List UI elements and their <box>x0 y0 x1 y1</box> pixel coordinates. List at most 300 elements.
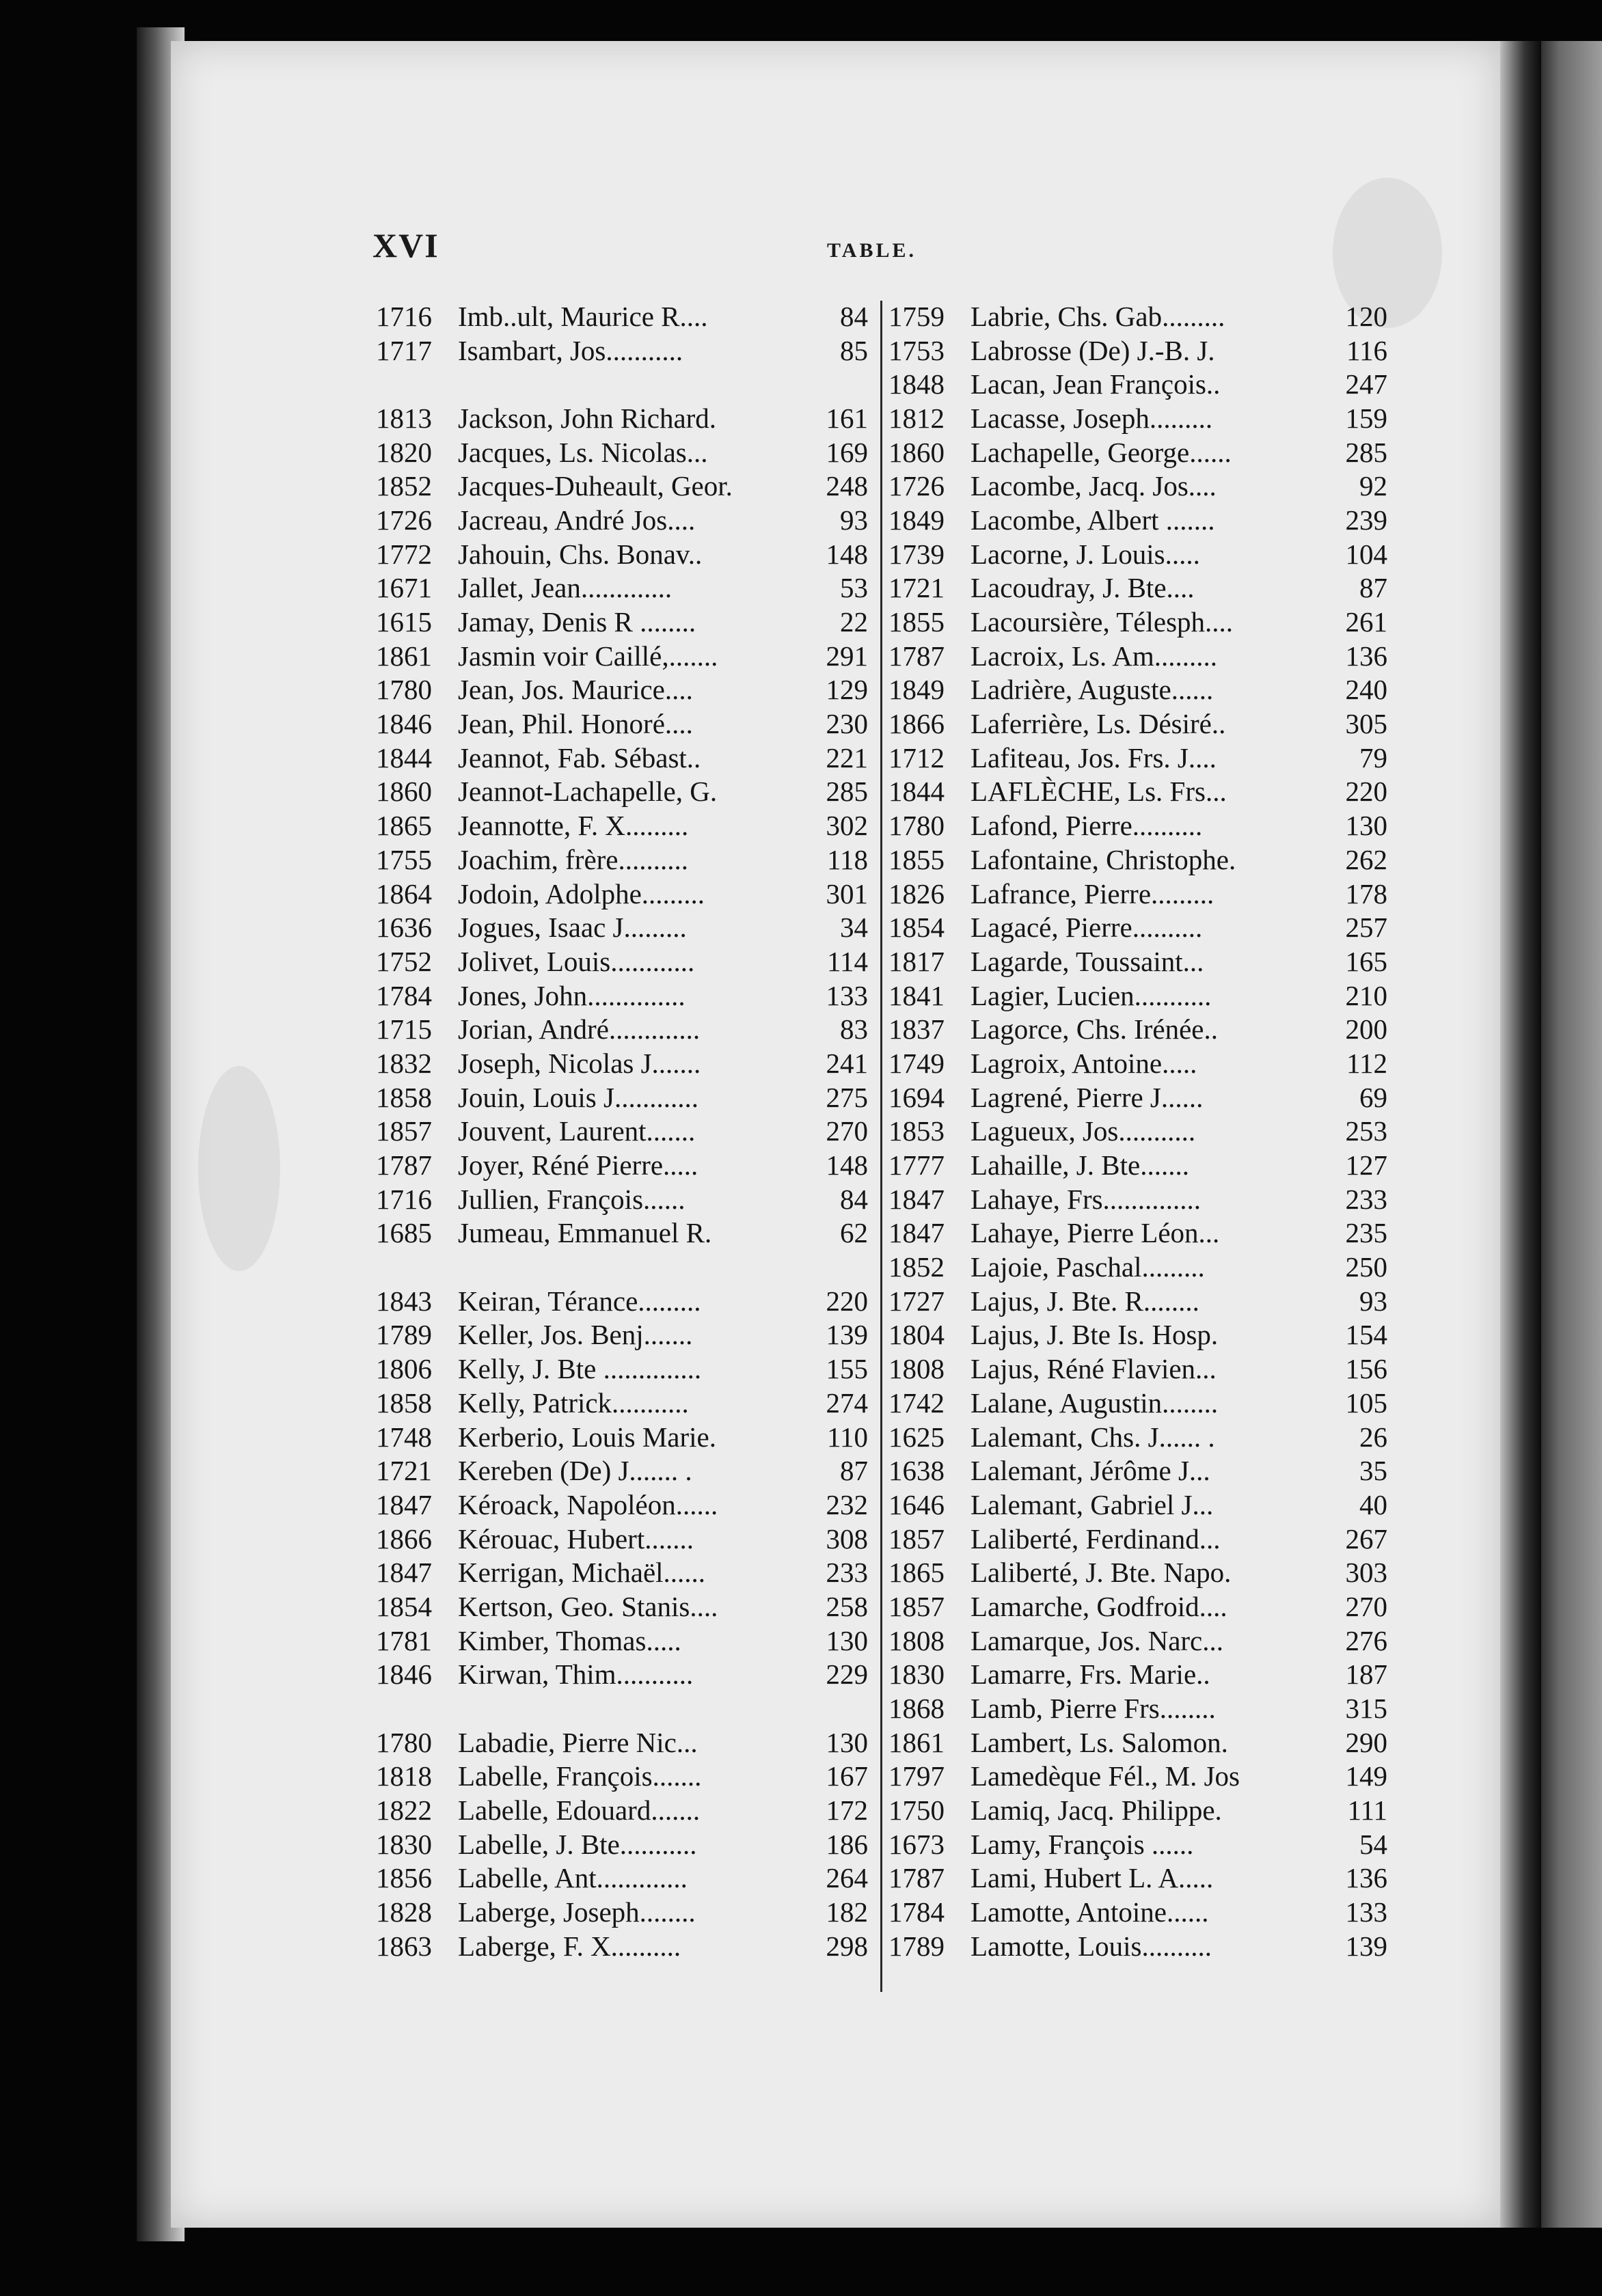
index-entry <box>376 299 868 333</box>
page-folio: XVI <box>372 226 439 264</box>
entry-page-number: 54 <box>1359 1828 1387 1860</box>
entry-page-number: 62 <box>840 1217 868 1249</box>
entry-name: Imb..ult, Maurice R.... <box>458 300 708 332</box>
entry-page-number: 139 <box>826 1319 868 1351</box>
entry-year: 1857 <box>888 1522 945 1555</box>
entry-year: 1832 <box>376 1047 432 1079</box>
index-entry <box>376 944 868 979</box>
entry-year: 1787 <box>888 1862 945 1894</box>
index-entry <box>376 1012 868 1046</box>
index-entry <box>376 1318 868 1352</box>
index-entry <box>376 1895 868 1929</box>
entry-name: Jorian, André............. <box>458 1013 701 1046</box>
entry-year: 1837 <box>888 1013 945 1046</box>
entry-name: Lambert, Ls. Salomon. <box>970 1726 1228 1758</box>
entry-year: 1852 <box>376 470 432 502</box>
entry-name: Kirwan, Thim........... <box>458 1658 694 1691</box>
entry-name: Joseph, Nicolas J....... <box>458 1047 701 1079</box>
entry-page-number: 79 <box>1359 741 1387 774</box>
entry-name: Lafond, Pierre.......... <box>970 810 1203 842</box>
entry-year: 1685 <box>376 1217 432 1249</box>
index-entry <box>888 1250 1387 1284</box>
entry-year: 1858 <box>376 1081 432 1113</box>
index-entry <box>888 1929 1387 1963</box>
entry-year: 1753 <box>888 334 945 366</box>
entry-name: LAFLÈCHE, Ls. Frs... <box>970 776 1227 808</box>
entry-page-number: 92 <box>1359 470 1387 502</box>
entry-year: 1748 <box>376 1421 432 1453</box>
entry-year: 1806 <box>376 1353 432 1385</box>
entry-page-number: 83 <box>840 1013 868 1046</box>
entry-year: 1828 <box>376 1896 432 1928</box>
entry-name: Ladrière, Auguste...... <box>970 674 1214 706</box>
entry-name: Jasmin voir Caillé,....... <box>458 640 718 672</box>
entry-name: Kelly, J. Bte .............. <box>458 1353 702 1385</box>
entry-page-number: 172 <box>826 1794 868 1827</box>
entry-year: 1789 <box>376 1319 432 1351</box>
entry-page-number: 261 <box>1345 606 1387 638</box>
entry-year: 1853 <box>888 1115 945 1147</box>
index-entry <box>888 1589 1387 1624</box>
entry-page-number: 308 <box>826 1522 868 1555</box>
entry-name: Lajoie, Paschal......... <box>970 1251 1205 1283</box>
entry-name: Laberge, F. X.......... <box>458 1930 681 1962</box>
entry-name: Jackson, John Richard. <box>458 402 717 434</box>
entry-year: 1830 <box>376 1828 432 1860</box>
index-entry <box>888 910 1387 944</box>
entry-name: Joachim, frère.......... <box>458 843 688 875</box>
index-entry <box>376 1725 868 1760</box>
entry-page-number: 136 <box>1345 1862 1387 1894</box>
index-entry <box>376 401 868 435</box>
entry-name: Lamotte, Louis.......... <box>970 1930 1212 1962</box>
entry-year: 1854 <box>888 912 945 944</box>
index-entry <box>376 707 868 741</box>
entry-page-number: 229 <box>826 1658 868 1691</box>
entry-year: 1863 <box>376 1930 432 1962</box>
entry-year: 1857 <box>888 1590 945 1622</box>
entry-name: Lamy, François ...... <box>970 1828 1194 1860</box>
entry-year: 1847 <box>888 1217 945 1249</box>
entry-page-number: 169 <box>826 436 868 468</box>
entry-name: Lacan, Jean François.. <box>970 368 1221 400</box>
index-entry <box>888 1895 1387 1929</box>
entry-name: Lafiteau, Jos. Frs. J.... <box>970 741 1217 774</box>
entry-name: Labelle, Ant............. <box>458 1862 688 1894</box>
entry-year: 1694 <box>888 1081 945 1113</box>
entry-name: Jogues, Isaac J......... <box>458 912 687 944</box>
entry-year: 1780 <box>376 1726 432 1758</box>
entry-year: 1847 <box>376 1488 432 1520</box>
entry-page-number: 232 <box>826 1488 868 1520</box>
entry-page-number: 247 <box>1345 368 1387 400</box>
entry-name: Lagarde, Toussaint... <box>970 945 1204 977</box>
index-entry <box>376 775 868 809</box>
entry-page-number: 267 <box>1345 1522 1387 1555</box>
index-entry <box>888 741 1387 775</box>
entry-page-number: 270 <box>826 1115 868 1147</box>
entry-year: 1808 <box>888 1353 945 1385</box>
index-entry <box>888 639 1387 673</box>
index-entry <box>888 401 1387 435</box>
entry-page-number: 178 <box>1345 877 1387 910</box>
entry-name: Lalemant, Jérôme J... <box>970 1455 1210 1487</box>
index-entry <box>376 1216 868 1250</box>
index-entry <box>888 707 1387 741</box>
entry-year: 1715 <box>376 1013 432 1046</box>
entry-page-number: 302 <box>826 810 868 842</box>
entry-name: Jacques, Ls. Nicolas... <box>458 436 708 468</box>
entry-name: Jacreau, André Jos.... <box>458 504 696 536</box>
index-entry <box>376 1827 868 1861</box>
index-entry <box>376 1148 868 1182</box>
entry-year: 1846 <box>376 708 432 740</box>
entry-name: Lachapelle, George...... <box>970 436 1232 468</box>
entry-page-number: 240 <box>1345 674 1387 706</box>
index-entry <box>888 503 1387 537</box>
entry-name: Lajus, Réné Flavien... <box>970 1353 1217 1385</box>
entry-year: 1727 <box>888 1285 945 1317</box>
entry-page-number: 130 <box>1345 810 1387 842</box>
entry-year: 1854 <box>376 1590 432 1622</box>
entry-name: Lamiq, Jacq. Philippe. <box>970 1794 1222 1827</box>
entry-year: 1784 <box>376 979 432 1011</box>
facing-page-edge <box>1531 41 1602 2228</box>
entry-year: 1864 <box>376 877 432 910</box>
index-entry <box>376 1624 868 1658</box>
index-entry <box>888 1420 1387 1454</box>
index-entry <box>888 1284 1387 1318</box>
entry-page-number: 104 <box>1345 538 1387 570</box>
index-entry <box>376 469 868 503</box>
entry-year: 1849 <box>888 674 945 706</box>
entry-name: Lacorne, J. Louis..... <box>970 538 1200 570</box>
index-entry <box>888 1352 1387 1386</box>
entry-page-number: 291 <box>826 640 868 672</box>
entry-page-number: 253 <box>1345 1115 1387 1147</box>
entry-year: 1615 <box>376 606 432 638</box>
entry-name: Jumeau, Emmanuel R. <box>458 1217 712 1249</box>
entry-page-number: 105 <box>1345 1386 1387 1419</box>
index-entry <box>376 1760 868 1794</box>
entry-name: Lalemant, Chs. J...... . <box>970 1421 1215 1453</box>
entry-year: 1721 <box>376 1455 432 1487</box>
entry-name: Lahaille, J. Bte....... <box>970 1149 1189 1181</box>
index-entry <box>888 1624 1387 1658</box>
entry-page-number: 257 <box>1345 912 1387 944</box>
index-entry <box>376 1046 868 1080</box>
entry-page-number: 84 <box>840 1183 868 1215</box>
entry-page-number: 182 <box>826 1896 868 1928</box>
entry-page-number: 210 <box>1345 979 1387 1011</box>
entry-year: 1638 <box>888 1455 945 1487</box>
index-entry <box>888 1080 1387 1115</box>
entry-name: Kereben (De) J....... . <box>458 1455 692 1487</box>
entry-page-number: 110 <box>827 1421 868 1453</box>
entry-page-number: 301 <box>826 877 868 910</box>
index-entry <box>888 775 1387 809</box>
entry-page-number: 230 <box>826 708 868 740</box>
entry-year: 1856 <box>376 1862 432 1894</box>
index-entry <box>888 1386 1387 1420</box>
index-entry <box>376 435 868 469</box>
entry-page-number: 161 <box>826 402 868 434</box>
entry-name: Kéroack, Napoléon...... <box>458 1488 718 1520</box>
entry-page-number: 276 <box>1345 1624 1387 1656</box>
entry-page-number: 165 <box>1345 945 1387 977</box>
entry-name: Jamay, Denis R ........ <box>458 606 696 638</box>
entry-page-number: 133 <box>1345 1896 1387 1928</box>
entry-name: Joyer, Réné Pierre..... <box>458 1149 698 1181</box>
entry-name: Lamarre, Frs. Marie.. <box>970 1658 1210 1691</box>
index-entry <box>376 1589 868 1624</box>
entry-name: Keller, Jos. Benj....... <box>458 1319 693 1351</box>
entry-name: Labrosse (De) J.-B. J. <box>970 334 1215 366</box>
entry-page-number: 148 <box>826 1149 868 1181</box>
index-entry <box>888 1488 1387 1522</box>
entry-name: Lacombe, Jacq. Jos.... <box>970 470 1217 502</box>
index-entry <box>376 979 868 1013</box>
entry-page-number: 35 <box>1359 1455 1387 1487</box>
entry-year: 1780 <box>888 810 945 842</box>
entry-name: Lacoudray, J. Bte.... <box>970 572 1195 604</box>
entry-year: 1717 <box>376 334 432 366</box>
index-entry <box>888 1012 1387 1046</box>
entry-page-number: 53 <box>840 572 868 604</box>
entry-name: Jolivet, Louis............ <box>458 945 695 977</box>
entry-page-number: 235 <box>1345 1217 1387 1249</box>
entry-page-number: 241 <box>826 1047 868 1079</box>
entry-year: 1861 <box>376 640 432 672</box>
entry-name: Lamarche, Godfroid.... <box>970 1590 1227 1622</box>
entry-year: 1752 <box>376 945 432 977</box>
index-entry <box>376 808 868 843</box>
index-entry <box>888 843 1387 877</box>
entry-name: Lafontaine, Christophe. <box>970 843 1236 875</box>
entry-name: Lahaye, Pierre Léon... <box>970 1217 1220 1249</box>
index-entry <box>888 1691 1387 1725</box>
entry-page-number: 156 <box>1345 1353 1387 1385</box>
index-entry <box>376 1284 868 1318</box>
entry-page-number: 285 <box>1345 436 1387 468</box>
entry-year: 1847 <box>888 1183 945 1215</box>
index-entry <box>888 673 1387 707</box>
entry-year: 1716 <box>376 300 432 332</box>
index-entry <box>888 1318 1387 1352</box>
index-entry <box>888 1182 1387 1216</box>
entry-year: 1625 <box>888 1421 945 1453</box>
index-entry <box>376 1453 868 1488</box>
entry-year: 1860 <box>888 436 945 468</box>
entry-year: 1865 <box>376 810 432 842</box>
entry-page-number: 233 <box>1345 1183 1387 1215</box>
entry-page-number: 187 <box>1345 1658 1387 1691</box>
entry-year: 1855 <box>888 843 945 875</box>
entry-year: 1826 <box>888 877 945 910</box>
running-head: TABLE. <box>827 239 917 262</box>
index-entry <box>888 299 1387 333</box>
entry-page-number: 149 <box>1345 1760 1387 1792</box>
entry-page-number: 258 <box>826 1590 868 1622</box>
entry-year: 1797 <box>888 1760 945 1792</box>
index-entry <box>888 1522 1387 1556</box>
entry-name: Isambart, Jos........... <box>458 334 683 366</box>
index-entry <box>376 1488 868 1522</box>
entry-name: Labelle, François....... <box>458 1760 702 1792</box>
entry-page-number: 129 <box>826 674 868 706</box>
entry-name: Lagrené, Pierre J...... <box>970 1081 1204 1113</box>
entry-name: Jouin, Louis J............ <box>458 1081 698 1113</box>
entry-year: 1777 <box>888 1149 945 1181</box>
entry-year: 1847 <box>376 1557 432 1589</box>
entry-name: Laliberté, Ferdinand... <box>970 1522 1221 1555</box>
entry-year: 1784 <box>888 1896 945 1928</box>
index-entry <box>888 1725 1387 1760</box>
index-entry <box>376 1080 868 1115</box>
index-entry <box>888 1453 1387 1488</box>
entry-name: Lacasse, Joseph......... <box>970 402 1213 434</box>
index-entry <box>376 1115 868 1149</box>
entry-year: 1844 <box>376 741 432 774</box>
entry-name: Laliberté, J. Bte. Napo. <box>970 1557 1232 1589</box>
entry-name: Lagueux, Jos........... <box>970 1115 1196 1147</box>
entry-year: 1866 <box>376 1522 432 1555</box>
entry-name: Lagroix, Antoine..... <box>970 1047 1197 1079</box>
entry-year: 1812 <box>888 402 945 434</box>
entry-year: 1860 <box>376 776 432 808</box>
entry-name: Keiran, Térance......... <box>458 1285 701 1317</box>
index-entry <box>888 979 1387 1013</box>
index-entry <box>376 1182 868 1216</box>
entry-page-number: 274 <box>826 1386 868 1419</box>
entry-name: Jeannot-Lachapelle, G. <box>458 776 718 808</box>
entry-year: 1866 <box>888 708 945 740</box>
entry-page-number: 112 <box>1346 1047 1387 1079</box>
index-entry <box>888 944 1387 979</box>
entry-page-number: 167 <box>826 1760 868 1792</box>
index-entry <box>888 1793 1387 1827</box>
entry-name: Laferrière, Ls. Désiré.. <box>970 708 1226 740</box>
entry-year: 1759 <box>888 300 945 332</box>
entry-name: Lamedèque Fél., M. Jos <box>970 1760 1240 1792</box>
entry-year: 1739 <box>888 538 945 570</box>
entry-page-number: 130 <box>826 1726 868 1758</box>
entry-year: 1749 <box>888 1047 945 1079</box>
entry-page-number: 220 <box>826 1285 868 1317</box>
entry-name: Lacroix, Ls. Am......... <box>970 640 1217 672</box>
entry-page-number: 114 <box>827 945 868 977</box>
index-entry <box>888 1555 1387 1589</box>
entry-name: Lacoursière, Télesph.... <box>970 606 1234 638</box>
index-entry <box>888 808 1387 843</box>
entry-name: Lamb, Pierre Frs........ <box>970 1693 1216 1725</box>
entry-year: 1822 <box>376 1794 432 1827</box>
index-entry <box>888 1760 1387 1794</box>
entry-year: 1787 <box>888 640 945 672</box>
entry-name: Labrie, Chs. Gab......... <box>970 300 1225 332</box>
entry-name: Lalane, Augustin........ <box>970 1386 1219 1419</box>
index-entry <box>376 537 868 571</box>
entry-page-number: 139 <box>1345 1930 1387 1962</box>
entry-year: 1858 <box>376 1386 432 1419</box>
index-column-right <box>888 299 1387 1963</box>
index-entry <box>376 741 868 775</box>
entry-page-number: 85 <box>840 334 868 366</box>
index-entry <box>376 1420 868 1454</box>
index-entry <box>888 1046 1387 1080</box>
entry-name: Jouvent, Laurent....... <box>458 1115 696 1147</box>
entry-year: 1865 <box>888 1557 945 1589</box>
entry-year: 1855 <box>888 606 945 638</box>
index-entry <box>376 1861 868 1896</box>
entry-name: Jallet, Jean............. <box>458 572 673 604</box>
index-entry <box>888 367 1387 401</box>
page-stain <box>198 1066 280 1271</box>
entry-name: Lacombe, Albert ....... <box>970 504 1215 536</box>
page-right-shadow <box>1500 41 1541 2228</box>
entry-name: Jacques-Duheault, Geor. <box>458 470 733 502</box>
entry-year: 1830 <box>888 1658 945 1691</box>
index-entry <box>888 537 1387 571</box>
entry-year: 1780 <box>376 674 432 706</box>
entry-page-number: 34 <box>840 912 868 944</box>
entry-year: 1846 <box>376 1658 432 1691</box>
entry-name: Labelle, J. Bte........... <box>458 1828 697 1860</box>
entry-page-number: 221 <box>826 741 868 774</box>
entry-name: Jullien, François...... <box>458 1183 685 1215</box>
entry-year: 1646 <box>888 1488 945 1520</box>
entry-page-number: 239 <box>1345 504 1387 536</box>
entry-name: Labadie, Pierre Nic... <box>458 1726 698 1758</box>
entry-page-number: 26 <box>1359 1421 1387 1453</box>
entry-year: 1852 <box>888 1251 945 1283</box>
entry-year: 1726 <box>888 470 945 502</box>
index-entry <box>376 639 868 673</box>
entry-year: 1781 <box>376 1624 432 1656</box>
entry-page-number: 22 <box>840 606 868 638</box>
entry-page-number: 120 <box>1345 300 1387 332</box>
entry-year: 1671 <box>376 572 432 604</box>
entry-page-number: 250 <box>1345 1251 1387 1283</box>
entry-year: 1750 <box>888 1794 945 1827</box>
index-entry <box>376 1522 868 1556</box>
entry-year: 1861 <box>888 1726 945 1758</box>
entry-page-number: 220 <box>1345 776 1387 808</box>
index-entry <box>888 571 1387 605</box>
entry-page-number: 248 <box>826 470 868 502</box>
entry-page-number: 87 <box>1359 572 1387 604</box>
blank-line <box>376 1250 868 1284</box>
entry-page-number: 93 <box>1359 1285 1387 1317</box>
entry-page-number: 127 <box>1345 1149 1387 1181</box>
index-entry <box>888 333 1387 368</box>
index-entry <box>376 1555 868 1589</box>
entry-year: 1820 <box>376 436 432 468</box>
entry-year: 1813 <box>376 402 432 434</box>
entry-page-number: 116 <box>1346 334 1387 366</box>
entry-year: 1857 <box>376 1115 432 1147</box>
index-entry <box>888 1216 1387 1250</box>
column-divider <box>880 301 882 1992</box>
blank-line <box>376 367 868 401</box>
index-entry <box>376 1386 868 1420</box>
index-entry <box>888 1115 1387 1149</box>
entry-page-number: 315 <box>1345 1693 1387 1725</box>
entry-name: Kertson, Geo. Stanis.... <box>458 1590 718 1622</box>
index-entry <box>376 843 868 877</box>
entry-name: Lami, Hubert L. A..... <box>970 1862 1214 1894</box>
entry-year: 1787 <box>376 1149 432 1181</box>
